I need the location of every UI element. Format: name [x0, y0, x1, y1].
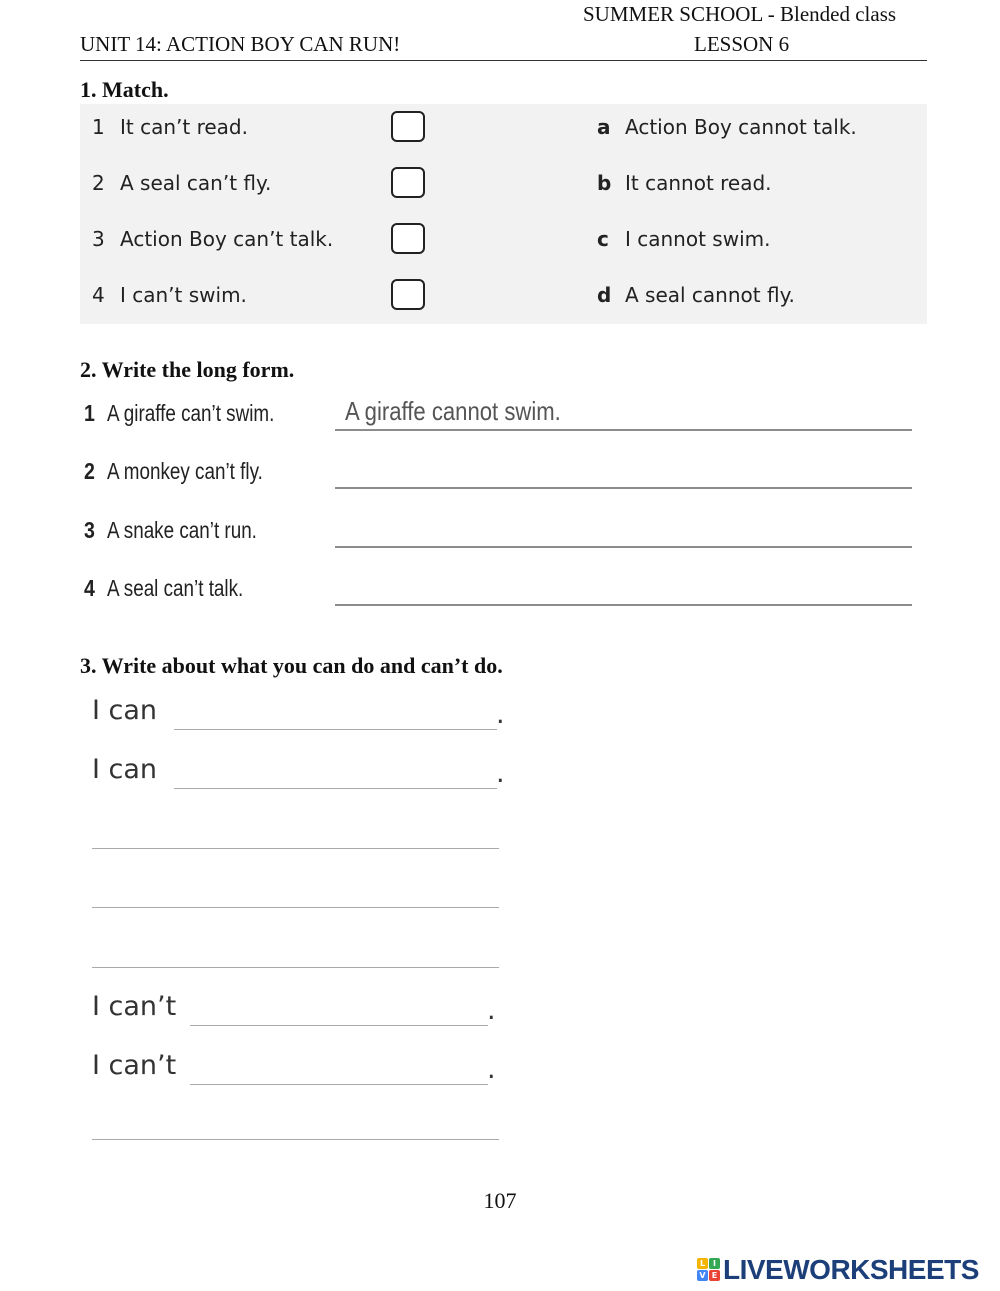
match-option: A seal cannot fly.	[625, 283, 795, 307]
match-answer-box[interactable]	[391, 279, 425, 310]
answer-line	[335, 429, 912, 431]
blank-answer-line[interactable]	[92, 1139, 499, 1140]
long-form-number: 4	[84, 575, 95, 601]
match-answer-box[interactable]	[391, 111, 425, 142]
long-form-number: 3	[84, 517, 95, 543]
match-letter: d	[597, 283, 612, 307]
section-3-title: 3. Write about what you can do and can’t do.	[80, 653, 503, 678]
can-answer-line[interactable]	[174, 729, 497, 730]
long-form-row	[80, 396, 915, 436]
answer-line	[335, 487, 912, 489]
can-answer-line[interactable]	[174, 788, 497, 789]
match-option: It cannot read.	[625, 171, 772, 195]
cant-label: I can’t	[92, 991, 177, 1022]
can-sentence-row	[92, 754, 512, 796]
blank-answer-line[interactable]	[92, 907, 499, 908]
match-row	[80, 109, 927, 149]
header-divider	[80, 60, 927, 61]
match-number: 3	[92, 227, 105, 251]
match-number: 4	[92, 283, 105, 307]
cant-answer-line[interactable]	[190, 1025, 488, 1026]
cant-sentence-row	[92, 991, 512, 1033]
liveworksheets-icon: L I V E	[697, 1258, 721, 1282]
match-option: Action Boy cannot talk.	[625, 115, 857, 139]
blank-answer-line[interactable]	[92, 967, 499, 968]
long-form-number: 1	[84, 400, 95, 426]
match-sentence: Action Boy can’t talk.	[120, 227, 334, 251]
sentence-period: .	[487, 1054, 496, 1085]
sentence-period: .	[487, 995, 496, 1026]
long-form-prompt: A seal can’t talk.	[107, 575, 244, 601]
match-sentence: I can’t swim.	[120, 283, 247, 307]
match-number: 1	[92, 115, 105, 139]
long-form-row	[80, 454, 915, 494]
long-form-number: 2	[84, 458, 95, 484]
match-answer-box[interactable]	[391, 167, 425, 198]
sentence-period: .	[496, 758, 505, 789]
sentence-period: .	[496, 699, 505, 730]
liveworksheets-wordmark: LIVEWORKSHEETS	[723, 1254, 979, 1285]
can-sentence-row	[92, 695, 512, 737]
answer-line	[335, 546, 912, 548]
match-answer-box[interactable]	[391, 223, 425, 254]
lesson-title: LESSON 6	[694, 32, 790, 56]
long-form-row	[80, 513, 915, 553]
match-sentence: A seal can’t fly.	[120, 171, 272, 195]
can-label: I can	[92, 754, 158, 785]
blank-answer-line[interactable]	[92, 848, 499, 849]
long-form-prompt: A snake can’t run.	[107, 517, 257, 543]
cant-sentence-row	[92, 1050, 512, 1092]
match-option: I cannot swim.	[625, 227, 771, 251]
match-letter: c	[597, 227, 609, 251]
long-form-row	[80, 571, 915, 611]
can-label: I can	[92, 695, 158, 726]
match-exercise	[80, 104, 927, 324]
section-2-title: 2. Write the long form.	[80, 357, 295, 382]
cant-answer-line[interactable]	[190, 1084, 488, 1085]
cant-label: I can’t	[92, 1050, 177, 1081]
match-number: 2	[92, 171, 105, 195]
long-form-answer[interactable]: A giraffe cannot swim.	[345, 396, 561, 426]
match-sentence: It can’t read.	[120, 115, 248, 139]
long-form-prompt: A monkey can’t fly.	[107, 458, 263, 484]
page-number: 107	[483, 1188, 517, 1213]
match-row	[80, 277, 927, 317]
school-title: SUMMER SCHOOL - Blended class	[583, 2, 897, 26]
match-row	[80, 165, 927, 205]
long-form-prompt: A giraffe can’t swim.	[107, 400, 275, 426]
match-row	[80, 221, 927, 261]
answer-line	[335, 604, 912, 606]
match-letter: a	[597, 115, 611, 139]
unit-title: UNIT 14: ACTION BOY CAN RUN!	[80, 32, 401, 56]
section-1-title: 1. Match.	[80, 77, 169, 102]
match-letter: b	[597, 171, 612, 195]
